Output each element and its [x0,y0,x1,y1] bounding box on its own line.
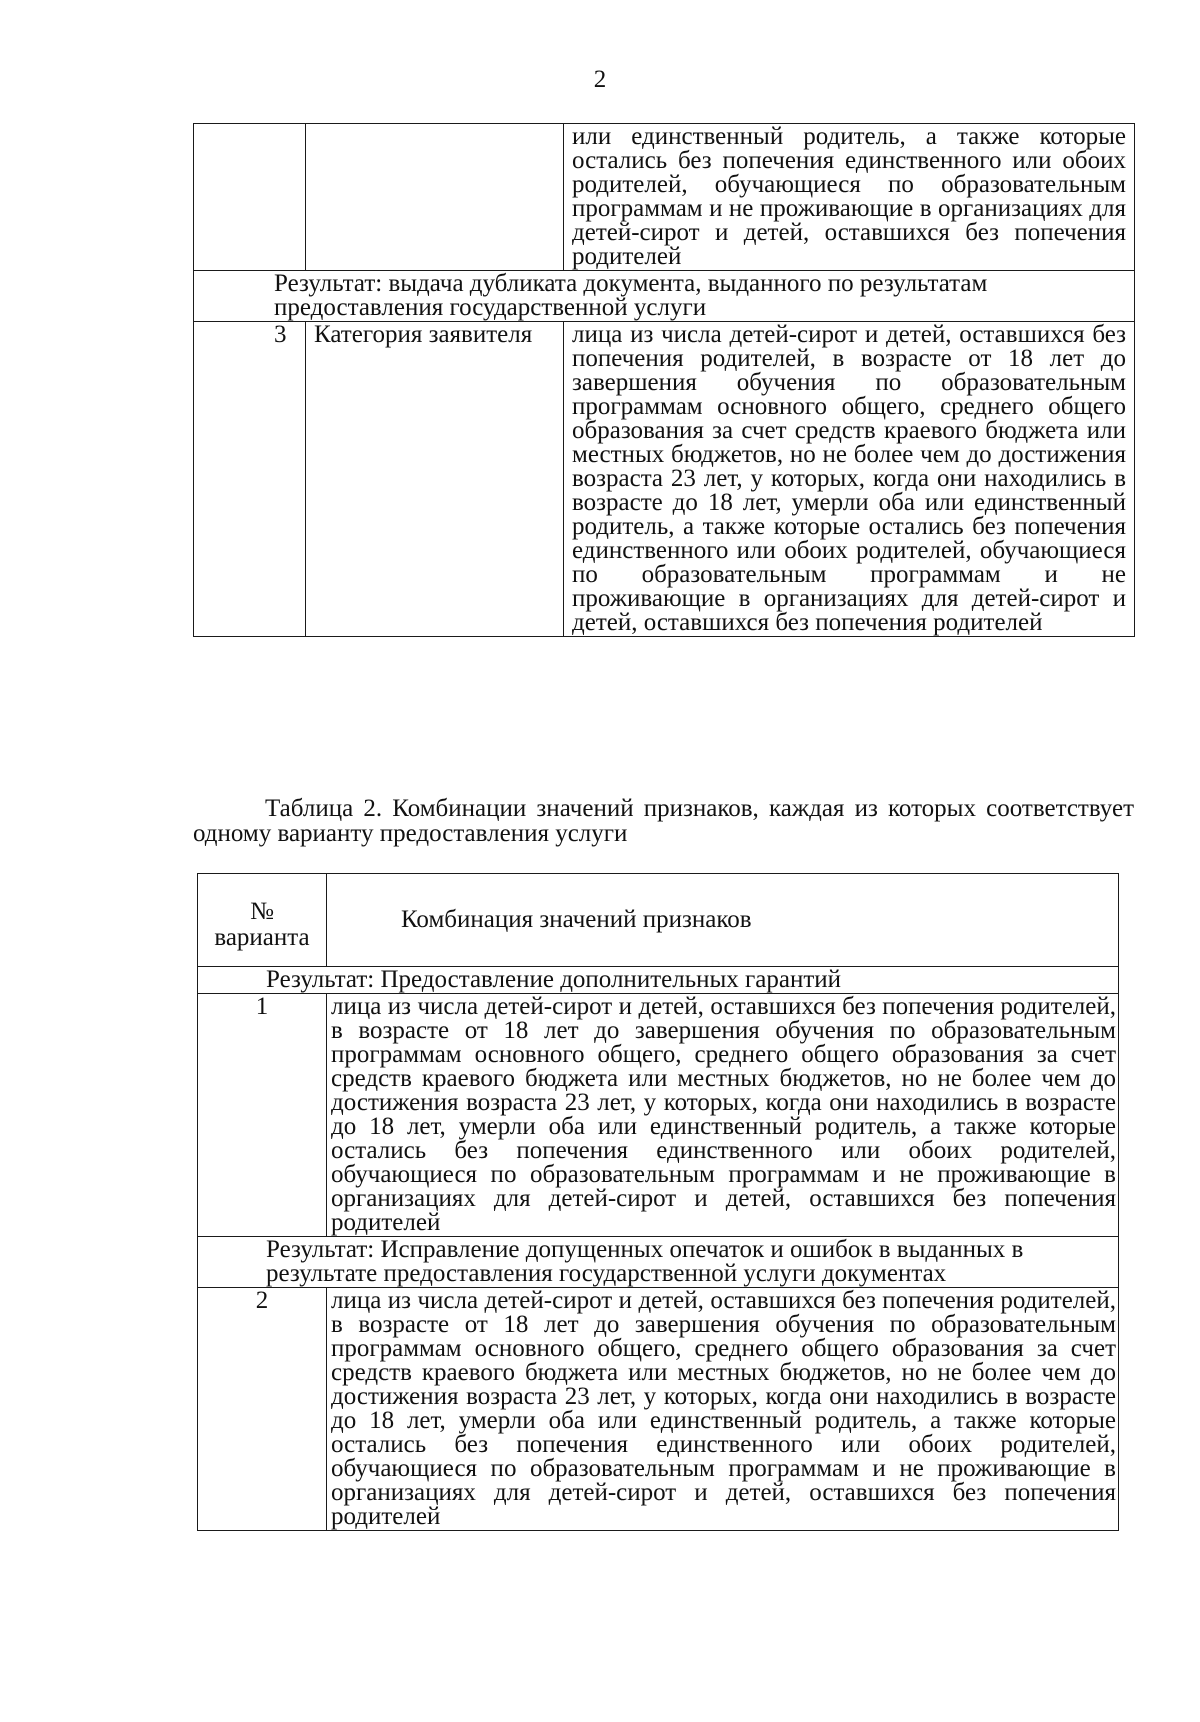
variant-text: лица из числа детей-сирот и детей, оставшихся без попечения родителей, в возрасте от 18 лет до завершения обучения по образовательным программам основного общего, среднего общего образования за счет средств краевого бюджета или местных бюджетов, но не более чем до достижения возраста 23 лет, у которых, когда они находились в возрасте до 18 лет, умерли оба или единственный родитель, а также которые остались без попечения единственного или обоих родителей, обучающиеся по образовательным программам и не проживающие в организациях для детей-сирот и детей, оставшихся без попечения родителей [327,1288,1119,1531]
row-number: 3 [194,322,306,637]
table-header-row [198,874,1119,967]
table-row [194,124,1135,271]
variant-number: 2 [198,1288,327,1531]
applicant-category-table [193,123,1135,637]
result-row: Результат: Предоставление дополнительных гарантий [198,967,1119,994]
table-row [198,1237,1119,1288]
variant-number: 1 [198,994,327,1237]
empty-cell [194,124,306,271]
combination-header: Комбинация значений признаков [327,874,1119,967]
row-value: лица из числа детей-сирот и детей, оставшихся без попечения родителей, в возрасте от 18 лет до завершения обучения по образовательным программам основного общего, среднего общего образования за счет средств краевого бюджета или местных бюджетов, но не более чем до достижения возраста 23 лет, у которых, когда они находились в возрасте до 18 лет, умерли оба или единственный родитель, а также которые остались без попечения единственного или обоих родителей, обучающиеся по образовательным программам и не проживающие в организациях для детей-сирот и детей, оставшихся без попечения родителей [564,322,1135,637]
variant-word: варианта [214,924,310,951]
continuation-cell: или единственный родитель, а также которые остались без попечения единственного или обоих родителей, обучающиеся по образовательным программам и не проживающие в организациях для детей-сирот и детей, оставшихся без попечения родителей [564,124,1135,271]
result-row: Результат: Исправление допущенных опечаток и ошибок в выданных в результате предоставления государственной услуги документах [198,1237,1119,1288]
table-row [194,271,1135,322]
result-row: Результат: выдача дубликата документа, выданного по результатам предоставления государственной услуги [194,271,1135,322]
variant-text: лица из числа детей-сирот и детей, оставшихся без попечения родителей, в возрасте от 18 лет до завершения обучения по образовательным программам основного общего, среднего общего образования за счет средств краевого бюджета или местных бюджетов, но не более чем до достижения возраста 23 лет, у которых, когда они находились в возрасте до 18 лет, умерли оба или единственный родитель, а также которые остались без попечения единственного или обоих родителей, обучающиеся по образовательным программам и не проживающие в организациях для детей-сирот и детей, оставшихся без попечения родителей [327,994,1119,1237]
variant-number-header [198,874,327,967]
empty-cell [306,124,564,271]
page-number: 2 [593,66,607,93]
variants-table [197,873,1119,1531]
row-label: Категория заявителя [306,322,564,637]
table-row [198,967,1119,994]
table-row [194,322,1135,637]
table-row [198,994,1119,1237]
table-row [198,1288,1119,1531]
table-caption: Таблица 2. Комбинации значений признаков, каждая из которых соответствует одному варианту предоставления услуги [193,795,1134,847]
number-sign: № [250,898,274,925]
